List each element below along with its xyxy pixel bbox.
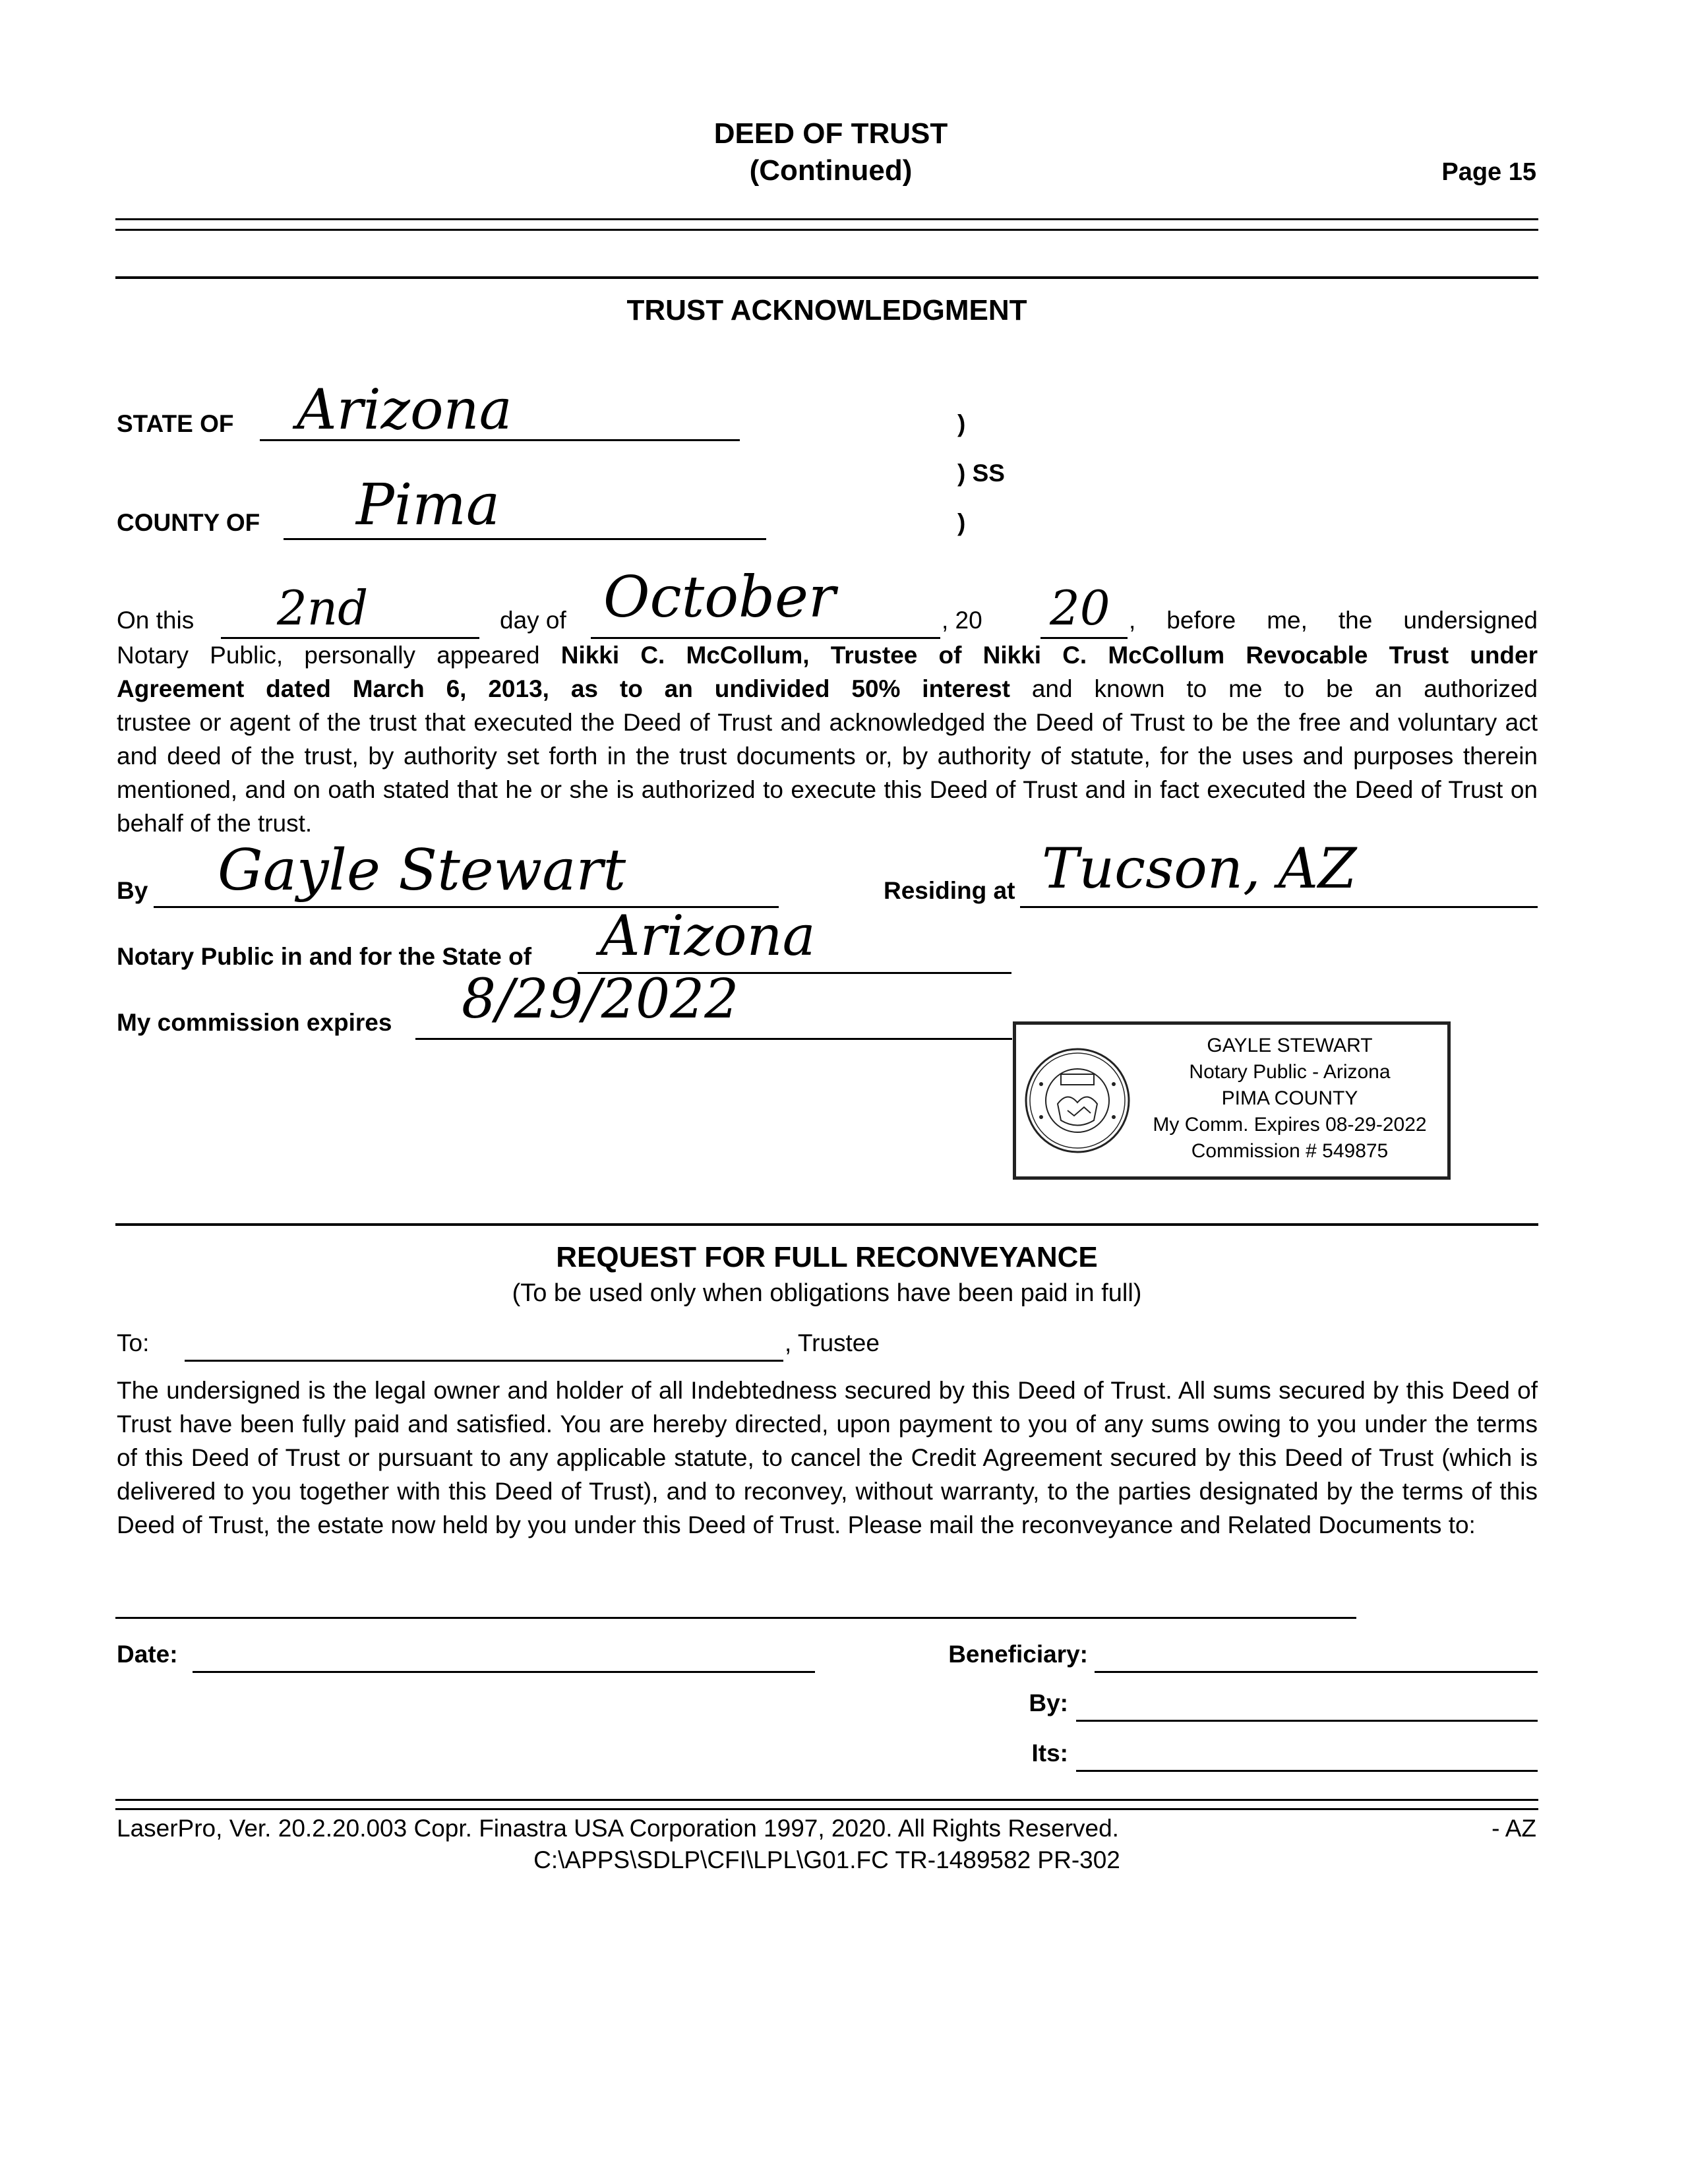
trustee-name: Nikki C. McCollum, Trustee of Nikki C. McCollum Revocable Trust under [560,642,1538,669]
month-handwritten: October [603,564,836,630]
document-subtitle: (Continued) [749,154,913,187]
reconveyance-subheading: (To be used only when obligations have been paid in full) [512,1279,1142,1307]
stamp-expires: My Comm. Expires 08-29-2022 [1153,1114,1427,1136]
county-handwritten: Pima [356,472,500,538]
its-label: Its: [1031,1740,1068,1767]
reconveyance-body: The undersigned is the legal owner and holder of all Indebtedness secured by this Deed of Trust. All sums secured by this Deed of Trust have been fully paid and satisfied. You are hereby directed, upon payment to you of any sums owing to you under the terms of this Deed of Trust or pursuant to any applicable statute, to cancel the Credit Agreement secured by this Deed of Trust (which is delivered to you together with this Deed of Trust), and to reconvey, without warranty, to the parties designated by the terms of this Deed of Trust, the estate now held by you under this Deed of Trust. Please mail the reconveyance and Related Documents to: [117,1377,1538,1538]
notary-state-handwritten: Arizona [600,903,816,968]
header-rule-top [115,218,1538,220]
by-title-label: By: [1029,1689,1068,1716]
on-this-text: On this [117,607,195,634]
trust-agreement: Agreement dated March 6, 2013, as to an undivided 50% interest [117,675,1010,702]
section-rule-reconveyance [115,1223,1538,1226]
date-field[interactable] [193,1641,815,1673]
trustee-label: , Trustee [785,1329,880,1356]
notary-stamp [1013,1021,1451,1180]
by-label: By [117,877,148,904]
paren-top: ) [957,410,966,437]
acknowledgment-heading: TRUST ACKNOWLEDGMENT [626,294,1027,326]
residing-handwritten: Tucson, AZ [1042,836,1357,901]
to-field[interactable] [185,1329,783,1362]
notary-signature: Gayle Stewart [218,837,626,903]
year-handwritten: 20 [1050,580,1110,636]
before-me-text: , before me, the undersigned [1129,607,1538,634]
notary-state-label: Notary Public in and for the State of [117,943,532,970]
footer-rule-bottom [115,1808,1538,1810]
day-of-text: day of [500,607,566,634]
footer-copyright: LaserPro, Ver. 20.2.20.003 Copr. Finastra USA Corporation 1997, 2020. All Rights Reserved. [117,1815,1119,1842]
footer-path: C:\APPS\SDLP\CFI\LPL\G01.FC TR-1489582 PR-302 [533,1846,1120,1873]
by-field[interactable] [1076,1689,1538,1722]
reconveyance-heading: REQUEST FOR FULL RECONVEYANCE [556,1241,1098,1273]
stamp-commission: Commission # 549875 [1191,1140,1389,1162]
section-rule-acknowledgment [115,276,1538,279]
commission-label: My commission expires [117,1009,392,1036]
footer-state: - AZ [1492,1815,1536,1842]
footer-rule-top [115,1799,1538,1801]
beneficiary-label: Beneficiary: [948,1641,1088,1668]
mail-to-field[interactable] [115,1591,1356,1619]
appeared-text: Notary Public, personally appeared [117,642,561,669]
year-prefix-text: , 20 [942,607,982,634]
its-field[interactable] [1076,1740,1538,1772]
state-seal-icon [1021,1045,1133,1157]
day-handwritten: 2nd [277,580,369,636]
acknowledgment-body: trustee or agent of the trust that executed the Deed of Trust and acknowledged the Deed of Trust to be the free and voluntary act and deed of the trust, by authority set forth in the trust documents or, by authority of statute, for the uses and purposes therein mentioned, and on oath stated that he or she is authorized to execute this Deed of Trust and in fact executed the Deed of Trust on behalf of the trust. [117,709,1538,837]
date-label: Date: [117,1641,178,1668]
page-number: Page 15 [1441,158,1536,186]
stamp-name: GAYLE STEWART [1207,1035,1373,1056]
residing-label: Residing at [884,877,1015,904]
paren-ss: ) SS [957,460,1005,487]
to-label: To: [117,1329,150,1356]
authorized-text: and known to me to be an authorized [1010,675,1538,702]
county-label: COUNTY OF [117,509,260,536]
paren-bottom: ) [957,509,966,536]
stamp-county: PIMA COUNTY [1221,1087,1358,1109]
state-label: STATE OF [117,410,234,437]
commission-handwritten: 8/29/2022 [462,968,739,1031]
document-title: DEED OF TRUST [713,117,948,150]
header-rule-bottom [115,229,1538,231]
acknowledgment-paragraph [117,638,1538,840]
state-handwritten: Arizona [297,377,512,442]
beneficiary-field[interactable] [1095,1641,1538,1673]
stamp-title: Notary Public - Arizona [1189,1061,1391,1083]
